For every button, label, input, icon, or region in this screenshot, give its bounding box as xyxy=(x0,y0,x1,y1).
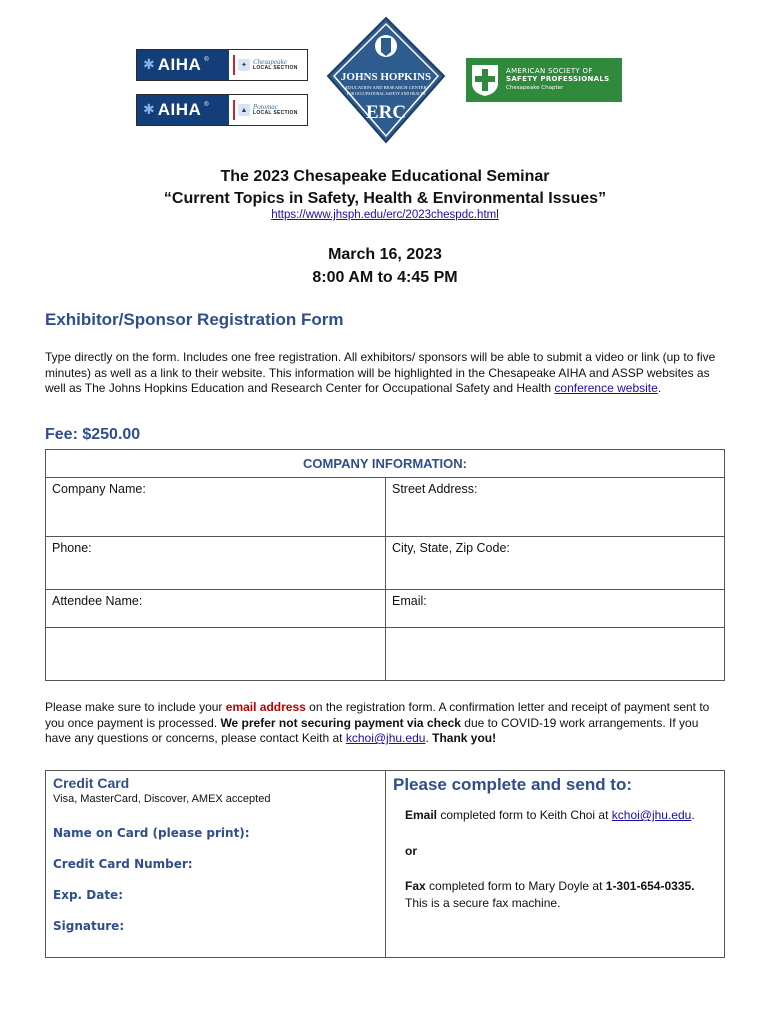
email-field[interactable]: Email: xyxy=(392,594,427,608)
exp-date-field[interactable]: Exp. Date: xyxy=(53,888,123,902)
svg-text:JOHNS HOPKINS: JOHNS HOPKINS xyxy=(340,71,432,83)
email-input[interactable] xyxy=(386,628,724,680)
payment-notice: Please make sure to include your email address on the registration form. A confirmation letter and receipt of payment sent to you once payment is processed. We prefer not securing payment via check due to COVID-19 work arrangements. If you have any questions or concerns, please contact Keith at kchoi@jhu.edu. Thank you! xyxy=(45,700,710,745)
payment-table xyxy=(45,770,725,958)
svg-text:FOR OCCUPATIONAL SAFETY AND HE: FOR OCCUPATIONAL SAFETY AND HEALTH xyxy=(346,92,426,96)
aiha-mark-icon: ✱ xyxy=(143,57,155,73)
intro-paragraph: Type directly on the form. Includes one free registration. All exhibitors/ sponsors will be able to submit a video or link (up to five minutes) as well as a link to their website. This information will be highlighted in the Chesapeake AIHA and ASSP websites as well as The Johns Hopkins Education and Research Center for Occupational Safety and Health conference website. xyxy=(45,350,716,395)
send-fax-line: Fax completed form to Mary Doyle at 1-301-654-0335. This is a secure fax machine. xyxy=(405,879,695,910)
seminar-title: The 2023 Chesapeake Educational Seminar “Current Topics in Safety, Health & Environmental Issues” xyxy=(163,168,607,207)
conference-website-link[interactable]: conference website xyxy=(554,381,658,395)
seminar-date: March 16, 2023 8:00 AM to 4:45 PM xyxy=(312,246,458,286)
send-to-section: Please complete and send to: Email completed form to Keith Choi at kchoi@jhu.edu. or Fax completed form to Mary Doyle at 1-301-654-0335. This is a secure fax machine. xyxy=(393,775,695,910)
aiha-mark-icon: ✱ xyxy=(143,102,155,118)
form-title: Exhibitor/Sponsor Registration Form xyxy=(45,310,344,329)
phone-field[interactable]: Phone: xyxy=(46,537,386,589)
credit-card-section: Credit Card Visa, MasterCard, Discover, AMEX accepted Name on Card (please print): Credit Card Number: Exp. Date: Signature: xyxy=(46,771,386,957)
seminar-url-link[interactable]: https://www.jhsph.edu/erc/2023chespdc.html xyxy=(271,209,499,221)
svg-text:EDUCATION AND RESEARCH CENTER: EDUCATION AND RESEARCH CENTER xyxy=(345,85,427,90)
capitol-icon: ▲ xyxy=(238,104,250,116)
attendee-name-field[interactable]: Attendee Name: xyxy=(46,590,386,627)
company-information-table xyxy=(45,449,725,681)
assp-chesapeake-logo: AMERICAN SOCIETY OF SAFETY PROFESSIONALS Chesapeake Chapter xyxy=(466,58,622,102)
svg-text:ERC: ERC xyxy=(365,102,407,123)
name-on-card-field[interactable]: Name on Card (please print): xyxy=(53,826,250,840)
aiha-potomac-logo: ✱ AIHA ® ▲ Potomac LOCAL SECTION xyxy=(136,94,308,126)
send-email-line: Email completed form to Keith Choi at kchoi@jhu.edu. xyxy=(405,808,695,822)
city-state-zip-field[interactable]: City, State, Zip Code: xyxy=(392,541,510,555)
signature-field[interactable]: Signature: xyxy=(53,919,125,933)
street-address-field[interactable]: Street Address: xyxy=(392,482,478,496)
contact-email-link[interactable]: kchoi@jhu.edu xyxy=(345,731,426,745)
attendee-name-input[interactable] xyxy=(46,628,386,680)
or-separator: or xyxy=(405,844,417,858)
johns-hopkins-erc-logo xyxy=(325,16,447,144)
company-information-heading: COMPANY INFORMATION: xyxy=(46,450,724,478)
fee-label: Fee: $250.00 xyxy=(45,426,141,443)
company-name-field[interactable]: Company Name: xyxy=(46,478,386,536)
send-email-link[interactable]: kchoi@jhu.edu xyxy=(611,808,692,822)
crab-icon: ✦ xyxy=(238,59,250,71)
aiha-chesapeake-logo: ✱ AIHA ® ✦ Chesapeake LOCAL SECTION xyxy=(136,49,308,81)
assp-shield-icon xyxy=(470,63,500,97)
credit-card-number-field[interactable]: Credit Card Number: xyxy=(53,857,193,871)
